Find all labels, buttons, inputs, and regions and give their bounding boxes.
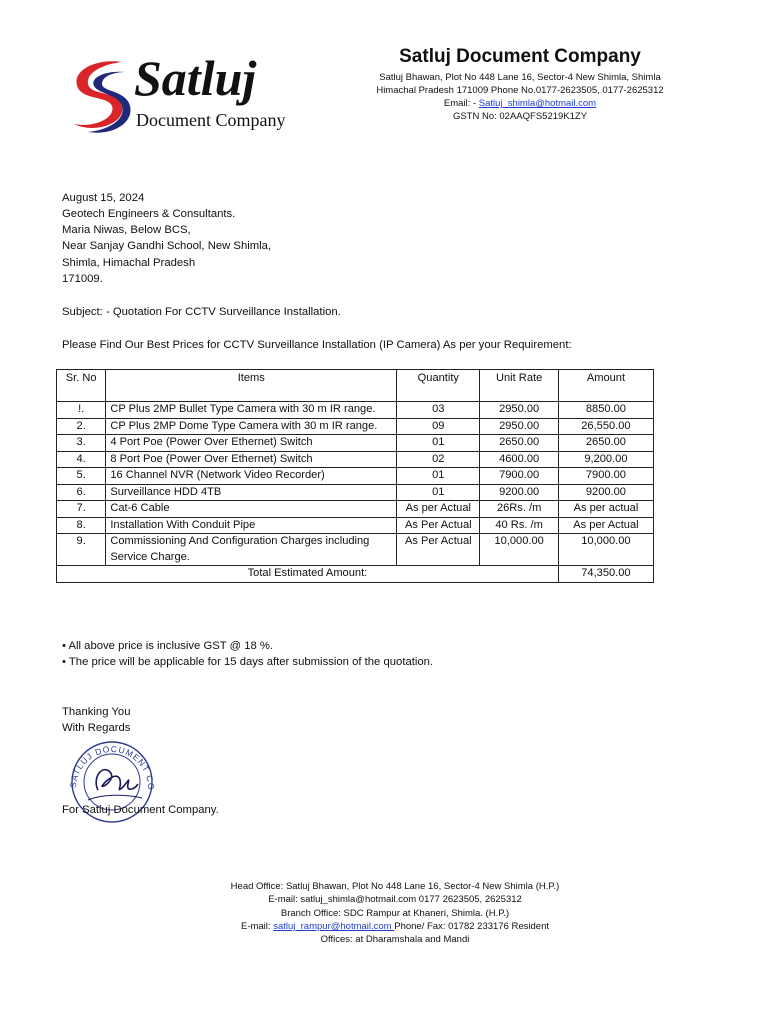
note-gst: • All above price is inclusive GST @ 18 %. <box>62 640 274 652</box>
table-row <box>57 468 654 485</box>
footer-branch-contact <box>180 920 610 934</box>
cell-rate: 40 Rs. /m <box>480 517 558 534</box>
cell-rate: 2950.00 <box>480 418 558 435</box>
closing-thanks: Thanking You <box>62 706 131 718</box>
recipient-line: Maria Niwas, Below BCS, <box>62 224 191 236</box>
note-validity: • The price will be applicable for 15 days after submission of the quotation. <box>62 656 434 668</box>
cell-rate: 10,000.00 <box>480 534 558 566</box>
table-header-row <box>57 370 654 402</box>
cell-amount: 9200.00 <box>558 484 653 501</box>
cell-sr: 7. <box>57 501 106 518</box>
cell-item: CP Plus 2MP Dome Type Camera with 30 m IR range. <box>106 418 397 435</box>
footer-offices: Offices: at Dharamshala and Mandi <box>320 934 470 945</box>
letter-subject: Subject: - Quotation For CCTV Surveillance Installation. <box>62 306 341 318</box>
company-name: Satluj Document Company <box>399 46 641 67</box>
cell-amount: 2650.00 <box>558 435 653 452</box>
table-row <box>57 402 654 419</box>
table-row <box>57 534 654 566</box>
header-amount: Amount <box>558 370 653 402</box>
recipient-line: 171009. <box>62 273 103 285</box>
svg-text:SATLUJ DOCUMENT COMPANY: SATLUJ DOCUMENT CO <box>67 743 157 791</box>
cell-sr: 9. <box>57 534 106 566</box>
closing-for-company: For Satluj Document Company. <box>62 804 219 816</box>
cell-sr: 8. <box>57 517 106 534</box>
footer-phone-fax: Phone/ Fax: 01782 233176 Resident <box>394 921 549 932</box>
quotation-table <box>56 369 654 583</box>
table-row <box>57 451 654 468</box>
header-gstn: GSTN No: 02AAQFS5219K1ZY <box>452 111 588 122</box>
header-quantity: Quantity <box>397 370 480 402</box>
table-row <box>57 501 654 518</box>
company-logo <box>64 50 304 140</box>
header-unit-rate: Unit Rate <box>480 370 558 402</box>
header-address-line1: Satluj Bhawan, Plot No 448 Lane 16, Sector-4 New Shimla, Shimla <box>379 72 661 83</box>
cell-item: Cat-6 Cable <box>106 501 397 518</box>
cell-qty: As Per Actual <box>397 534 480 566</box>
cell-sr: 5. <box>57 468 106 485</box>
table-row <box>57 435 654 452</box>
cell-qty: 01 <box>397 484 480 501</box>
cell-amount: 9,200.00 <box>558 451 653 468</box>
cell-sr: 3. <box>57 435 106 452</box>
cell-rate: 2950.00 <box>480 402 558 419</box>
cell-qty: 03 <box>397 402 480 419</box>
header-email-line <box>330 97 710 110</box>
cell-item: Installation With Conduit Pipe <box>106 517 397 534</box>
footer-email-label: E-mail: <box>240 921 274 932</box>
cell-qty: 02 <box>397 451 480 468</box>
total-amount: 74,350.00 <box>558 566 653 583</box>
closing-regards: With Regards <box>62 722 131 734</box>
cell-item: Commissioning And Configuration Charges including Service Charge. <box>106 534 397 566</box>
cell-qty: As Per Actual <box>397 517 480 534</box>
cell-amount: 26,550.00 <box>558 418 653 435</box>
cell-sr: 6. <box>57 484 106 501</box>
footer-branch-office: Branch Office: SDC Rampur at Khaneri, Shimla. (H.P.) <box>280 908 510 919</box>
header-email-link[interactable]: Satluj_shimla@hotmail.com <box>478 98 597 109</box>
cell-item: 4 Port Poe (Power Over Ethernet) Switch <box>106 435 397 452</box>
cell-sr: 2. <box>57 418 106 435</box>
recipient-line: Near Sanjay Gandhi School, New Shimla, <box>62 240 272 252</box>
cell-qty: 01 <box>397 435 480 452</box>
table-row <box>57 484 654 501</box>
cell-amount: As per Actual <box>558 517 653 534</box>
cell-rate: 2650.00 <box>480 435 558 452</box>
table-row <box>57 418 654 435</box>
cell-amount: 7900.00 <box>558 468 653 485</box>
header-address-line2: Himachal Pradesh 171009 Phone No.0177-2623505, 0177-2625312 <box>376 85 664 96</box>
footer-email-phone: E-mail: satluj_shimla@hotmail.com 0177 2623505, 2625312 <box>268 894 522 905</box>
cell-qty: As per Actual <box>397 501 480 518</box>
table-row <box>57 517 654 534</box>
letter-date: August 15, 2024 <box>62 192 145 204</box>
total-label: Total Estimated Amount: <box>57 566 559 583</box>
header-items: Items <box>106 370 397 402</box>
cell-qty: 01 <box>397 468 480 485</box>
cell-item: Surveillance HDD 4TB <box>106 484 397 501</box>
cell-item: 8 Port Poe (Power Over Ethernet) Switch <box>106 451 397 468</box>
header-sr-no: Sr. No <box>57 370 106 402</box>
cell-rate: 9200.00 <box>480 484 558 501</box>
letter-intro: Please Find Our Best Prices for CCTV Surveillance Installation (IP Camera) As per your Requirement: <box>62 339 572 351</box>
cell-amount: 10,000.00 <box>558 534 653 566</box>
logo-swoosh-icon <box>64 50 134 140</box>
cell-rate: 4600.00 <box>480 451 558 468</box>
cell-item: 16 Channel NVR (Network Video Recorder) <box>106 468 397 485</box>
footer-head-office: Head Office: Satluj Bhawan, Plot No 448 Lane 16, Sector-4 New Shimla (H.P.) <box>230 881 560 892</box>
cell-item: CP Plus 2MP Bullet Type Camera with 30 m IR range. <box>106 402 397 419</box>
logo-subtitle: Document Company <box>136 110 286 130</box>
cell-amount: As per actual <box>558 501 653 518</box>
cell-sr: !. <box>57 402 106 419</box>
cell-qty: 09 <box>397 418 480 435</box>
cell-rate: 7900.00 <box>480 468 558 485</box>
table-total-row <box>57 566 654 583</box>
footer-email-link[interactable]: satluj_rampur@hotmail.com <box>273 921 395 932</box>
cell-amount: 8850.00 <box>558 402 653 419</box>
cell-sr: 4. <box>57 451 106 468</box>
recipient-line: Geotech Engineers & Consultants. <box>62 208 236 220</box>
recipient-line: Shimla, Himachal Pradesh <box>62 257 196 269</box>
header-email-label: Email: - <box>443 98 479 109</box>
cell-rate: 26Rs. /m <box>480 501 558 518</box>
logo-wordmark: Satluj <box>134 50 257 106</box>
